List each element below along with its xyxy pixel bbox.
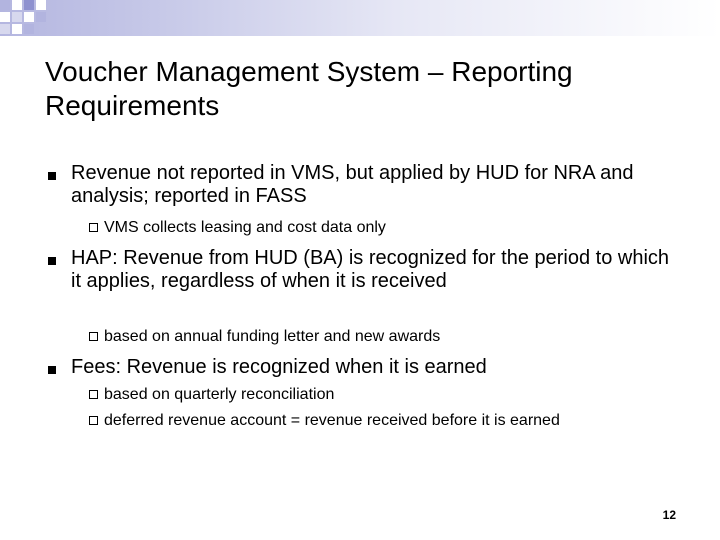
bullet-1-subitem-1: VMS collects leasing and cost data only (104, 219, 386, 236)
bullet-3-text: Fees: Revenue is recognized when it is earned (71, 356, 487, 378)
hollow-square-icon (89, 416, 98, 425)
filled-square-icon (48, 366, 56, 374)
decor-square (24, 24, 34, 34)
page-number: 12 (662, 508, 676, 522)
bullet-2-subitem-1: based on annual funding letter and new awards (104, 328, 441, 345)
decor-square (0, 0, 10, 10)
filled-square-icon (48, 257, 56, 265)
corner-squares-decoration (0, 0, 60, 48)
hollow-square-icon (89, 332, 98, 341)
decor-square (36, 12, 46, 22)
header-gradient-band (0, 0, 720, 36)
decor-square (12, 24, 22, 34)
decor-square (24, 0, 34, 10)
bullet-1-text: Revenue not reported in VMS, but applied by HUD for NRA and analysis; reported in FASS (71, 162, 634, 207)
bullet-3-subitem-1: based on quarterly reconciliation (104, 386, 335, 403)
slide-title: Voucher Management System – Reporting Requirements (45, 56, 573, 121)
decor-square (24, 12, 34, 22)
hollow-square-icon (89, 223, 98, 232)
filled-square-icon (48, 172, 56, 180)
decor-square (12, 0, 22, 10)
decor-square (12, 12, 22, 22)
bullet-2-text: HAP: Revenue from HUD (BA) is recognized for the period to which it applies, regardless of when it is received (71, 247, 670, 292)
decor-square (0, 24, 10, 34)
decor-square (0, 12, 10, 22)
bullet-3-subitem-2: deferred revenue account = revenue received before it is earned (104, 412, 560, 429)
decor-square (36, 0, 46, 10)
decor-square (12, 36, 22, 46)
hollow-square-icon (89, 390, 98, 399)
